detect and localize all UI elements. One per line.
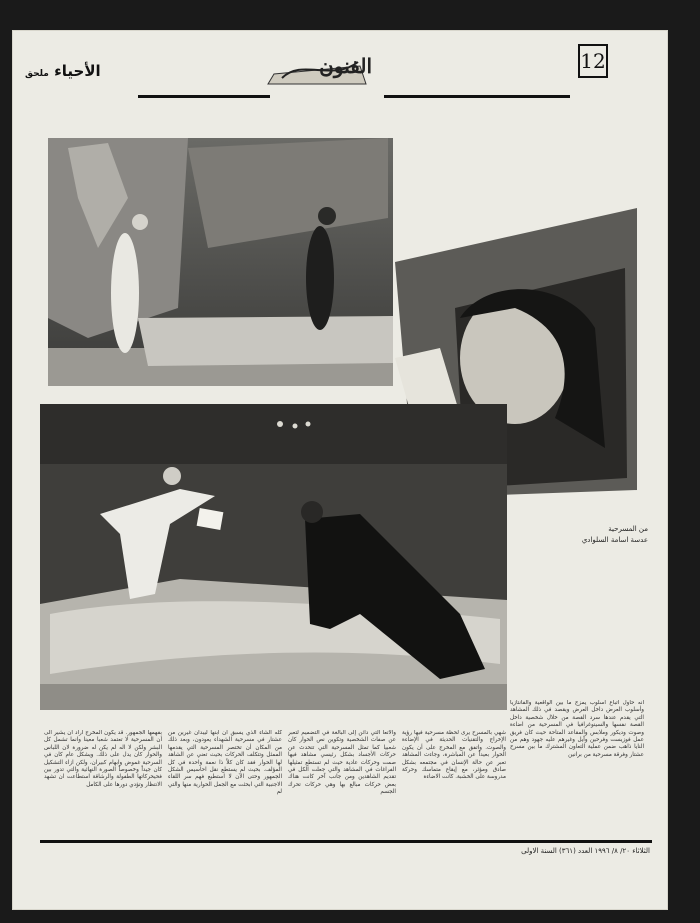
caption-line-1: من المسرحية	[608, 525, 648, 533]
caption-line-2: عدسة اسامة السلوادي	[581, 536, 648, 544]
footer-rule	[40, 840, 652, 843]
supplement-title	[25, 62, 101, 80]
supplement-label: ملحق	[25, 69, 49, 79]
article-column-3: كله الشاء الذي يسبق أن ابنها ليبدأن غيرين من عشتار في مسرحية الشهداء يعودون، وبعد ذلك من المكان أن تختصر المسرحية التي يقدمها الممثل وتتكلف الحركات بحيث تعني عن الشاهد لها الحوار فقد كان كلاً ذا نعمة واحدة في كل المؤلف. بحيث لم يستطع نقل احاسيس الشكل الجمهور وحتى الآن لا استطيع فهم سر اللقاء الاجنبية التي ابحثت مع الجمل الحوارية منها والتي لم	[168, 730, 282, 796]
masthead-logo	[262, 48, 372, 88]
photo-caption	[508, 524, 648, 546]
header-rule-left	[138, 95, 270, 98]
logo-title: الفنون	[319, 54, 372, 78]
article-column-1: شهي بالمسرح يرى لحظة مسرحية فيها رؤية الإخراج والتقنيات الحديثة في الإضاءة والصوت. واتفق مع المخرج على أن يكون الحوار بعيداً عن المباشرة، وجاءت المشاهد تعبر عن حالة الإنسان في مجتمعه بشكل صادق ومؤثر، مع إيقاع متماسك وحركة مدروسة على الخشبة. كانت الاضاءة	[402, 730, 506, 781]
page-number: 12	[578, 44, 608, 78]
photo-stage-bottom	[40, 404, 507, 710]
masthead-title: الأحياء	[54, 62, 101, 80]
article-column-2: والاتعا التي دائن إلى البالغة في التضميم لتعبر عن صفات الشخصية وتكوين نص الحوار كان شعبيا كما تمثل المسرحية التي تتحدث عن حركات الأجساد بشكل رئيسي مشاهد فيها صمت وحركات عادية حيث لم تستطع تمثيلها الفراغات في المشاهد والتي جعلت الكل في تقديم الشاهدين ومن جانب آخر كانت هناك بعض حركات مبالغ بها وهي حركات تحرك الجسم	[288, 730, 396, 796]
article-column-4: بفهمها الجمهور. قد يكون المخرج أراد أن يشير الى أن المسرحية لا تعتمد شعبا معينا وانما تشمل كل البشر ولكن لا اله لم يكن له ضرورة لان اللباس والحوار كان يدل على ذلك. ويشكل عام كان في السرحية غموض وابهام كبيران، ولكن ازاء التشكيل كان جيداً وخصوصاً الصورة النهائية والتي تدور بين فحيحركاتها الطفولة والرشاقة استطاعت ان تشهد الانتظار وتؤدي دورها على الكامل	[44, 730, 162, 788]
header-rule-right	[384, 95, 570, 98]
photo-stage-top	[48, 138, 393, 386]
footer-dateline: الثلاثاء ٢٠/ ٨/ ١٩٩٦ العدد (٣٦١) السنة الاولى	[521, 847, 650, 855]
article-side-column: انه حاول اتباع اسلوب يمزج ما بين الواقعية والفانتازيا وأسلوب العرض داخل العرض ويقصد في ذلك المشاهد التي يقدم عندها سرد القصة من خلال شخصية داخل القصة نفسها والسينوغرافيا في المسرحية من اضاءة وصوت وديكور وملابس والمقاعد المتاحة حيث كان فريق عمل فوزيست وفرحين وآيل وغيرهم عليه جهود وهم من النايا ذاهب ضمن عملية التعاون المشترك ما بين مسرح عشتار وفرقة مسرحية من برانين	[510, 700, 644, 758]
